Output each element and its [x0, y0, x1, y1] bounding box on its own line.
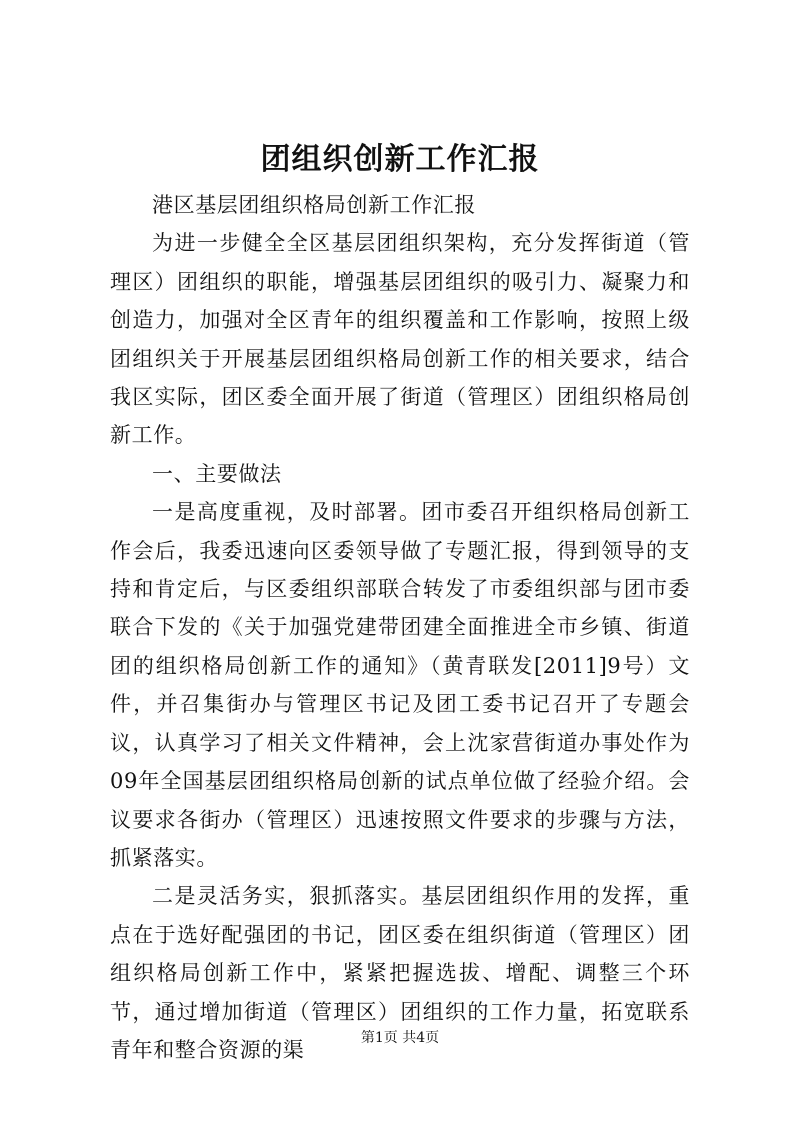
paragraph-intro: 为进一步健全全区基层团组织架构，充分发挥街道（管理区）团组织的职能，增强基层团组织的吸引力、凝聚力和创造力，加强对全区青年的组织覆盖和工作影响，按照上级团组织关于开展基层团组织格局创新工作的相关要求，结合我区实际，团区委全面开展了街道（管理区）团组织格局创新工作。	[110, 231, 690, 448]
section-heading: 一、主要做法	[152, 461, 282, 486]
document-title: 团组织创新工作汇报	[260, 142, 540, 177]
document-body	[110, 186, 690, 1069]
paragraph-second-point: 二是灵活务实，狠抓落实。基层团组织作用的发挥，重点在于选好配强团的书记，团区委在组织街道（管理区）团组织格局创新工作中，紧紧把握选拔、增配、调整三个环节，通过增加街道（管理区）团组织的工作力量，拓宽联系青年和整合资源的渠	[110, 884, 690, 1062]
paragraph-first-point: 一是高度重视，及时部署。团市委召开组织格局创新工作会后，我委迅速向区委领导做了专题汇报，得到领导的支持和肯定后，与区委组织部联合转发了市委组织部与团市委联合下发的《关于加强党建带团建全面推进全市乡镇、街道团的组织格局创新工作的通知》（黄青联发[2011]9号）文件，并召集街办与管理区书记及团工委书记召开了专题会议，认真学习了相关文件精神，会上沈家营街道办事处作为09年全国基层团组织格局创新的试点单位做了经验介绍。会议要求各街办（管理区）迅速按照文件要求的步骤与方法，抓紧落实。	[110, 500, 690, 870]
paragraph-subtitle: 港区基层团组织格局创新工作汇报	[152, 193, 476, 217]
page-footer: 第1页 共4页	[360, 1030, 440, 1046]
